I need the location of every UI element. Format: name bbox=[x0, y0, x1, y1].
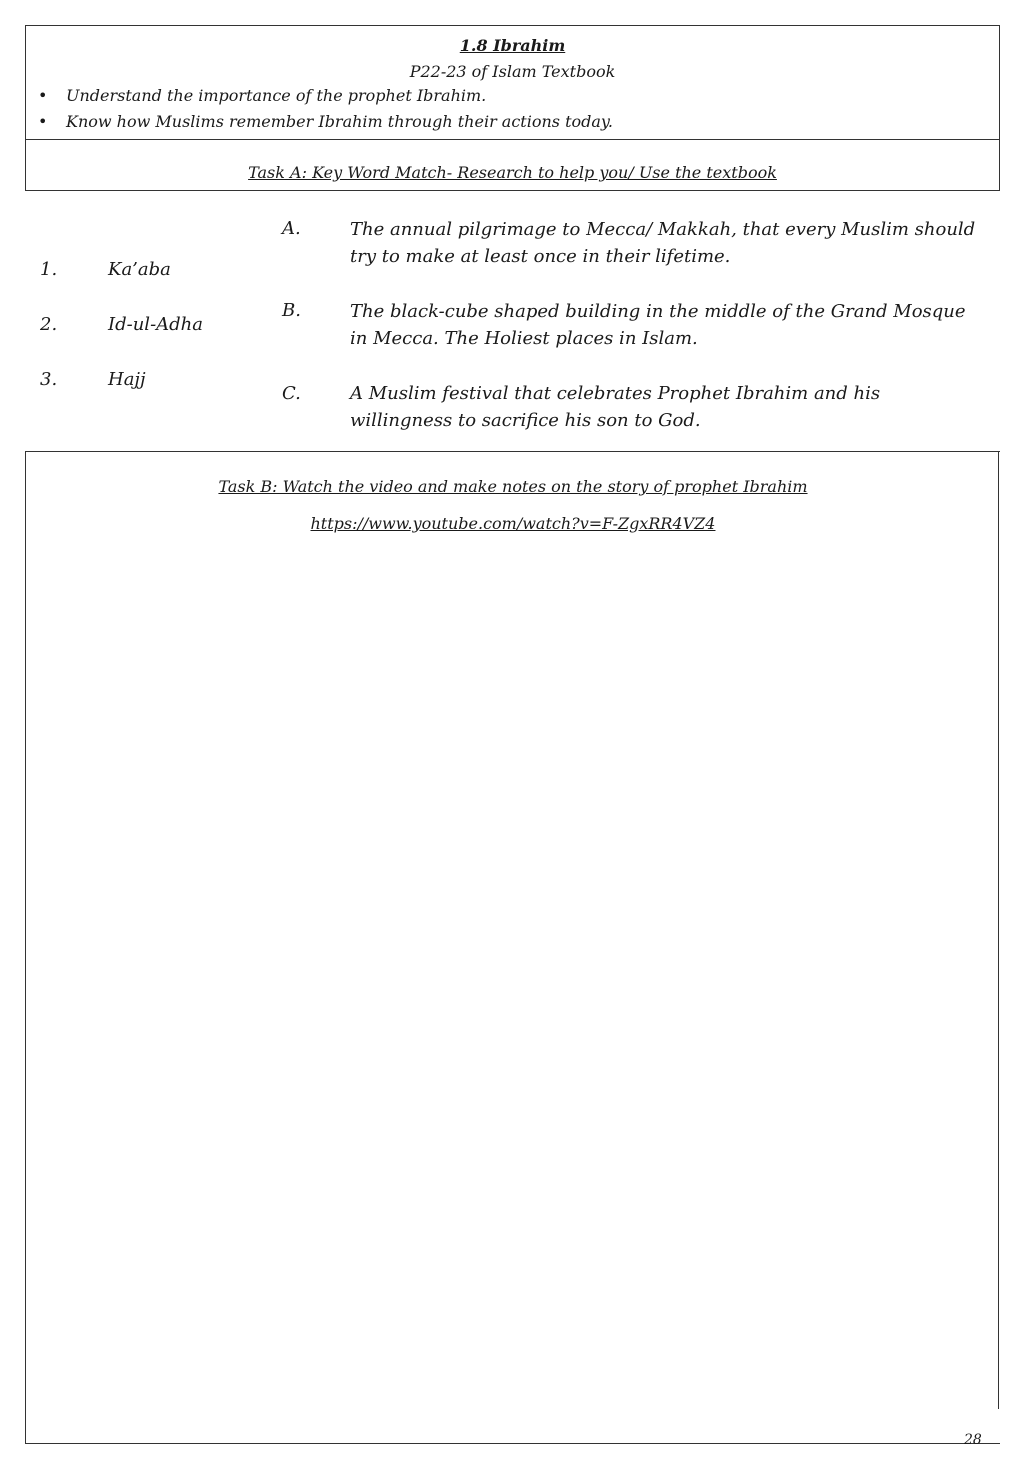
task-b-notes-box bbox=[25, 451, 1000, 1444]
lesson-title: 1.8 Ibrahim bbox=[459, 36, 566, 55]
definition-text: The black-cube shaped building in the middle of the Grand Mosque in Mecca. The Holiest places in Islam. bbox=[350, 301, 966, 349]
objective-item bbox=[38, 86, 486, 105]
task-b-heading: Task B: Watch the video and make notes on the story of prophet Ibrahim bbox=[218, 477, 808, 496]
bullet-icon: • bbox=[38, 86, 48, 105]
term-word: Hajj bbox=[108, 369, 146, 390]
page-number: 28 bbox=[964, 1432, 982, 1448]
definition-letter: B. bbox=[282, 300, 301, 321]
term-word: Ka’aba bbox=[108, 259, 171, 280]
term-number: 2. bbox=[40, 314, 58, 335]
definition-letter: C. bbox=[282, 383, 301, 404]
video-link[interactable]: https://www.youtube.com/watch?v=F-ZgxRR4VZ4 bbox=[310, 514, 716, 533]
task-a-heading: Task A: Key Word Match- Research to help you/ Use the textbook bbox=[248, 163, 777, 182]
definition-text: A Muslim festival that celebrates Prophet Ibrahim and his willingness to sacrifice his son to God. bbox=[350, 383, 881, 431]
objective-text: Know how Muslims remember Ibrahim through their actions today. bbox=[66, 112, 613, 131]
bullet-icon: • bbox=[38, 112, 48, 131]
task-a-heading-box bbox=[25, 139, 1000, 191]
term-number: 1. bbox=[40, 259, 58, 280]
definition-text: The annual pilgrimage to Mecca/ Makkah, that every Muslim should try to make at least once in their lifetime. bbox=[350, 219, 976, 267]
lesson-header bbox=[25, 25, 1000, 140]
textbook-reference: P22-23 of Islam Textbook bbox=[409, 62, 616, 81]
box-right-border bbox=[998, 451, 999, 1409]
definition-letter: A. bbox=[282, 218, 301, 239]
term-word: Id-ul-Adha bbox=[108, 314, 203, 335]
term-number: 3. bbox=[40, 369, 58, 390]
objective-text: Understand the importance of the prophet Ibrahim. bbox=[66, 86, 487, 105]
objective-item bbox=[38, 112, 613, 131]
